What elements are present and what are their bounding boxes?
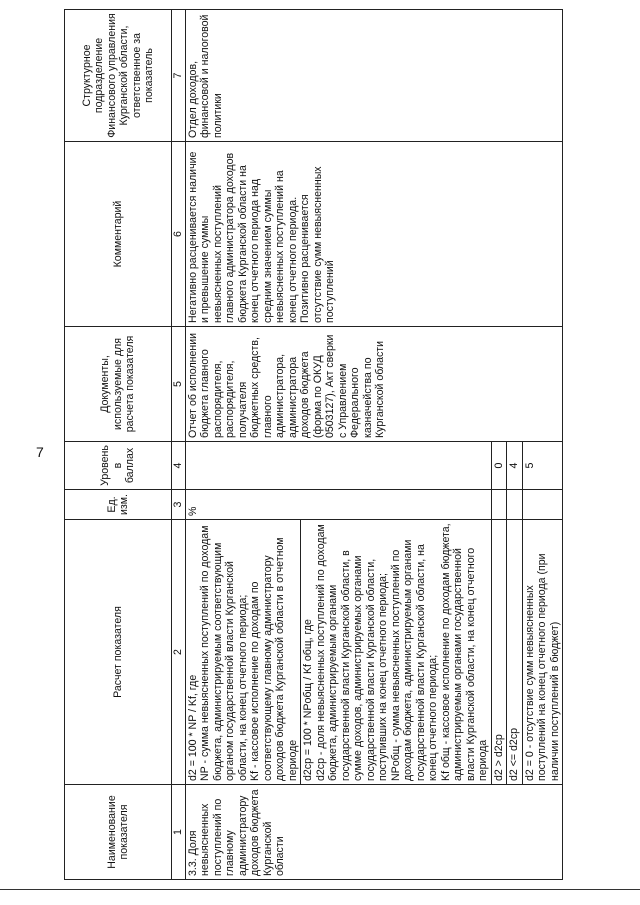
header-row xyxy=(65,10,172,880)
column-number: 3 xyxy=(172,490,186,520)
page-number: 7 xyxy=(36,444,44,460)
department-cell: Отдел доходов, финансовой и налоговой политики xyxy=(185,10,563,142)
header-calculation: Расчет показателя xyxy=(65,520,172,785)
documents-cell: Отчет об исполнении бюджета главного распорядителя, распорядителя, получателя бюджетных средств, главного администратора, администратора доходов бюджета (форма по ОКУД 0503127), Акт сверки с Управлением Федерального казначейства по Курганской области xyxy=(185,327,563,442)
formula-average-text: d2ср = 100 * NPобщ / Kf общ, где d2ср - доля невыясненных поступлений по доходам бюджета, администрируемым органами государственной власти Курганской области, в сумме доходов, администрируемых органами государственной власти Курганской области, поступивших на конец отчетного периода; NPобщ - сумма невыясненных поступлений по доходам бюджета, администрируемым органами государственной власти Курганской области, на конец отчетного периода; Kf общ - кассовое исполнение по доходам бюджета, администрируемым органами государственной власти Курганской области, на конец отчетного периода xyxy=(302,523,489,781)
condition-score: 4 xyxy=(507,442,523,490)
condition-score: 0 xyxy=(491,442,507,490)
header-documents: Документы, используемые для расчета показателя xyxy=(65,327,172,442)
header-unit: Ед. изм. xyxy=(65,490,172,520)
comment-cell xyxy=(185,142,563,327)
formula-main xyxy=(185,520,301,785)
header-comment: Комментарий xyxy=(65,142,172,327)
condition-unit-empty xyxy=(491,490,507,520)
condition-text: d2 = 0 - отсутствие сумм невыясненных поступлений на конец отчетного периода (при наличии поступлений в бюджет) xyxy=(522,520,563,785)
column-number: 2 xyxy=(172,520,186,785)
header-score: Уровень в баллах xyxy=(65,442,172,490)
formula-main-text: d2 = 100 * NP / Kf, где NP - сумма невыясненных поступлений по доходам бюджета, администрируемым соответствующим органом государственной власти Курганской области, на конец отчетного периода; Kf - кассовое исполнение по доходам по соответствующему главному администратору доходов бюджета Курганской области в отчетном периоде xyxy=(186,525,299,781)
condition-text: d2 <= d2ср xyxy=(507,520,523,785)
condition-score: 5 xyxy=(522,442,563,490)
column-number: 6 xyxy=(172,142,186,327)
comment-text: Негативно расценивается наличие и превышение суммы невыясненных поступлений главного администратора доходов бюджета Курганской области на конец отчетного периода над средним значением суммы невыясненных поступлений на конец отчетного периода. Позитивно расценивается отсутствие сумм невыясненных поступлений xyxy=(186,151,336,323)
header-department: Структурное подразделение Финансового управления Курганской области, ответственное за показатель xyxy=(65,10,172,142)
condition-text: d2 > d2ср xyxy=(491,520,507,785)
header-name: Наименование показателя xyxy=(65,785,172,880)
indicator-name: 3.3. Доля невыясненных поступлений по главному администратору доходов бюджета Курганской области xyxy=(185,785,563,880)
column-number: 4 xyxy=(172,442,186,490)
unit-cell: % xyxy=(185,490,491,520)
indicator-table xyxy=(64,9,563,880)
formula-average xyxy=(301,520,492,785)
bottom-rule xyxy=(0,889,640,890)
column-number: 7 xyxy=(172,10,186,142)
landscape-table-wrapper xyxy=(64,10,604,880)
indicator-main-row xyxy=(185,10,301,880)
column-number: 5 xyxy=(172,327,186,442)
condition-unit-empty xyxy=(522,490,563,520)
column-number-row xyxy=(172,10,186,880)
column-number: 1 xyxy=(172,785,186,880)
rotated-sheet xyxy=(64,10,604,880)
score-empty-cell xyxy=(185,442,491,490)
condition-unit-empty xyxy=(507,490,523,520)
